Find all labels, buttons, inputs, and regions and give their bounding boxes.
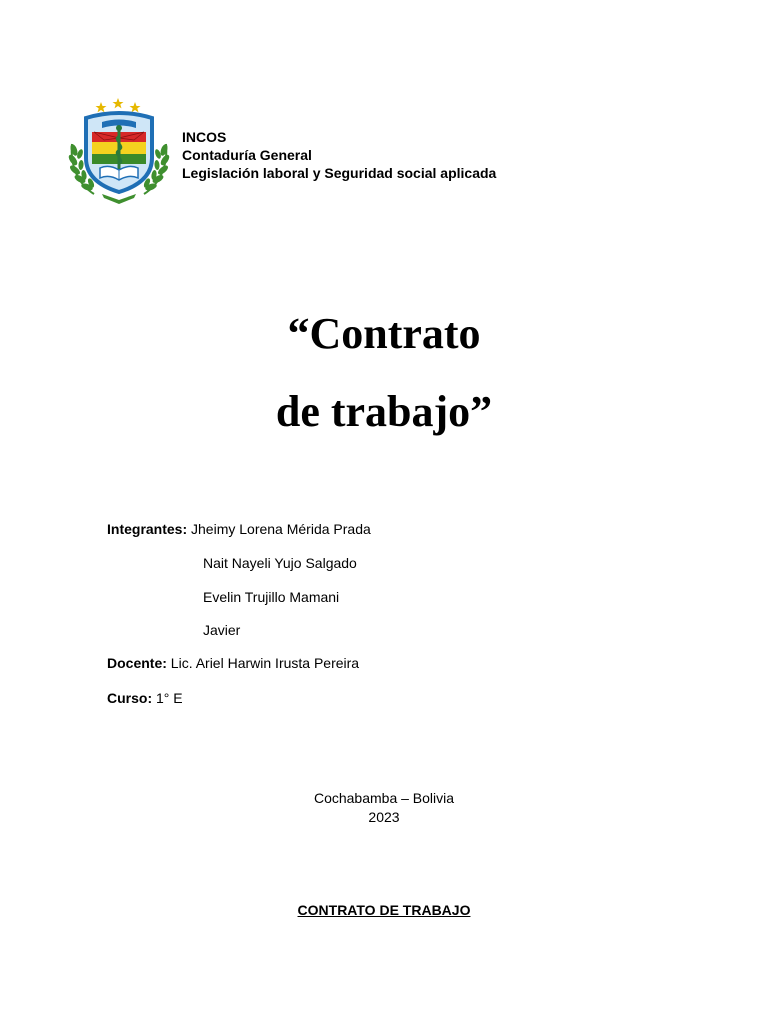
star-icon (113, 98, 124, 108)
course-label: Curso: (107, 690, 153, 706)
star-icon (96, 102, 107, 112)
title-line-1: “Contrato (287, 309, 481, 358)
incos-crest-icon (64, 98, 174, 208)
star-icon (130, 102, 141, 112)
course-row (107, 689, 183, 707)
member-name: Nait Nayeli Yujo Salgado (203, 555, 357, 571)
place-year: 2023 (368, 809, 400, 825)
subject-name: Legislación laboral y Seguridad social aplicada (182, 165, 497, 181)
title-line-2: de trabajo” (275, 387, 493, 436)
teacher-name: Lic. Ariel Harwin Irusta Pereira (170, 655, 360, 671)
member-name: Javier (203, 622, 241, 638)
career-name: Contaduría General (182, 147, 312, 163)
course-value: 1° E (156, 690, 183, 706)
teacher-row (107, 654, 359, 672)
document-header (182, 128, 496, 182)
institution-name: INCOS (182, 129, 227, 145)
teacher-label: Docente: (107, 655, 167, 671)
section-title: CONTRATO DE TRABAJO (297, 902, 471, 918)
member-name: Evelin Trujillo Mamani (203, 589, 340, 605)
members-row (107, 520, 371, 538)
member-name: Jheimy Lorena Mérida Prada (191, 521, 371, 537)
place-city: Cochabamba – Bolivia (313, 790, 455, 806)
members-label: Integrantes: (107, 521, 188, 537)
